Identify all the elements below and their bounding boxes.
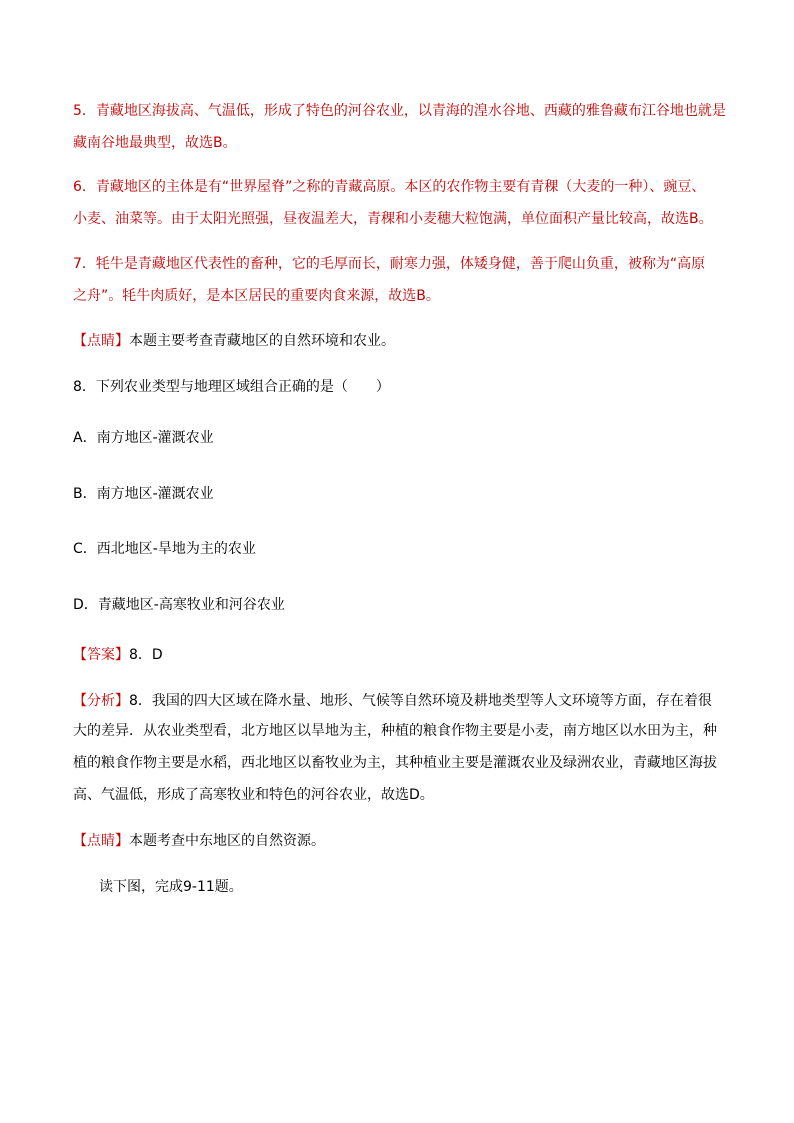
comment-2-tag: 【点睛】 (73, 833, 129, 849)
explanation-q7-line1: 7．牦牛是青藏地区代表性的畜种，它的毛厚而长，耐寒力强，体矮身健，善于爬山负重，被称为“高原 (73, 256, 706, 272)
explanation-q5-line1: 5．青藏地区海拔高、气温低，形成了特色的河谷农业，以青海的湟水谷地、西藏的雅鲁藏布江谷地也就是 (73, 103, 726, 119)
analysis-8-text-1: 8．我国的四大区域在降水量、地形、气候等自然环境及耕地类型等人文环境等方面，存在着很 (129, 693, 712, 709)
instruction-text: 读下图，完成9-11题。 (99, 879, 243, 895)
question-8-option-d: D．青藏地区-高寒牧业和河谷农业 (73, 597, 285, 613)
question-8-option-c: C．西北地区-旱地为主的农业 (73, 541, 256, 557)
answer-8 (73, 645, 163, 665)
comment-1-tag: 【点睛】 (73, 333, 129, 349)
comment-2 (73, 831, 325, 851)
explanation-q6-line1: 6．青藏地区的主体是有“世界屋脊”之称的青藏高原。本区的农作物主要有青稞（大麦的一种）、豌豆、 (73, 179, 706, 195)
question-8-stem: 8．下列农业类型与地理区域组合正确的是（ ） (73, 379, 390, 395)
explanation-q7-line2: 之舟”。牦牛肉质好，是本区居民的重要肉食来源，故选B。 (73, 288, 440, 304)
analysis-8-line2: 大的差异．从农业类型看，北方地区以旱地为主，种植的粮食作物主要是小麦，南方地区以水田为主，种 (73, 723, 717, 739)
analysis-8-line3: 植的粮食作物主要是水稻，西北地区以畜牧业为主，其种植业主要是灌溉农业及绿洲农业，青藏地区海拔 (73, 755, 717, 771)
answer-8-text: 8．D (129, 647, 163, 663)
comment-1-text: 本题主要考查青藏地区的自然环境和农业。 (129, 333, 395, 349)
analysis-8-line1 (73, 691, 712, 711)
comment-2-text: 本题考查中东地区的自然资源。 (129, 833, 325, 849)
question-8-option-b: B．南方地区-灌溉农业 (73, 486, 214, 502)
comment-1 (73, 331, 395, 351)
analysis-8-tag: 【分析】 (73, 693, 129, 709)
explanation-q5-line2: 藏南谷地最典型，故选B。 (73, 135, 237, 151)
answer-8-tag: 【答案】 (73, 647, 129, 663)
analysis-8-line4: 高、气温低，形成了高寒牧业和特色的河谷农业，故选D。 (73, 787, 434, 803)
explanation-q6-line2: 小麦、油菜等。由于太阳光照强，昼夜温差大，青稞和小麦穗大粒饱满，单位面积产量比较高，故选B。 (73, 211, 713, 227)
question-8-option-a: A．南方地区-灌溉农业 (73, 430, 214, 446)
